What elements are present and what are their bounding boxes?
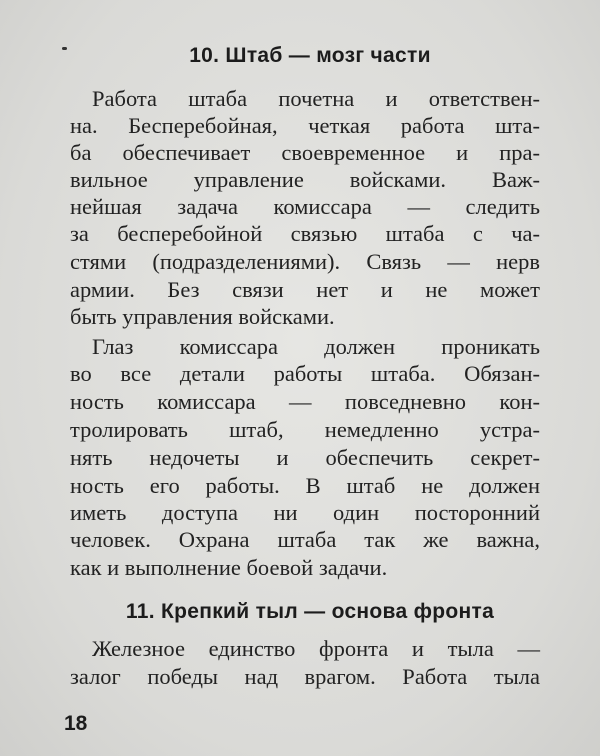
text-line: залог победы над врагом. Работа тыла [70,664,540,689]
text-line: на. Бесперебойная, четкая работа шта- [70,113,540,138]
text-line: Глаз комиссара должен проникать [92,334,540,359]
text-line: человек. Охрана штаба так же важна, [70,527,540,552]
section-heading-10: 10. Штаб — мозг части [189,44,431,67]
text-line: ба обеспечивает своевременное и пра- [70,140,540,165]
text-line: армии. Без связи нет и не может [70,277,540,302]
text-line: тролировать штаб, немедленно устра- [70,417,540,442]
text-line: как и выполнение боевой задачи. [70,555,388,580]
text-line: ность комиссара — повседневно кон- [70,389,540,414]
text-line: Работа штаба почетна и ответствен- [92,86,540,111]
text-line: нять недочеты и обеспечить секрет- [70,445,540,470]
section-heading-11: 11. Крепкий тыл — основа фронта [125,600,495,623]
text-line: иметь доступа ни один посторонний [70,500,540,525]
page-number: 18 [64,712,88,735]
text-line: Железное единство фронта и тыла — [92,636,540,661]
text-line: нейшая задача комиссара — следить [70,194,540,219]
text-line: за бесперебойной связью штаба с ча- [70,221,540,246]
text-line: быть управления войсками. [70,304,335,329]
text-line: ность его работы. В штаб не должен [70,473,540,498]
text-line: вильное управление войсками. Важ- [70,167,540,192]
text-line: во все детали работы штаба. Обязан- [70,361,540,386]
text-line: стями (подразделениями). Связь — нерв [70,249,540,274]
